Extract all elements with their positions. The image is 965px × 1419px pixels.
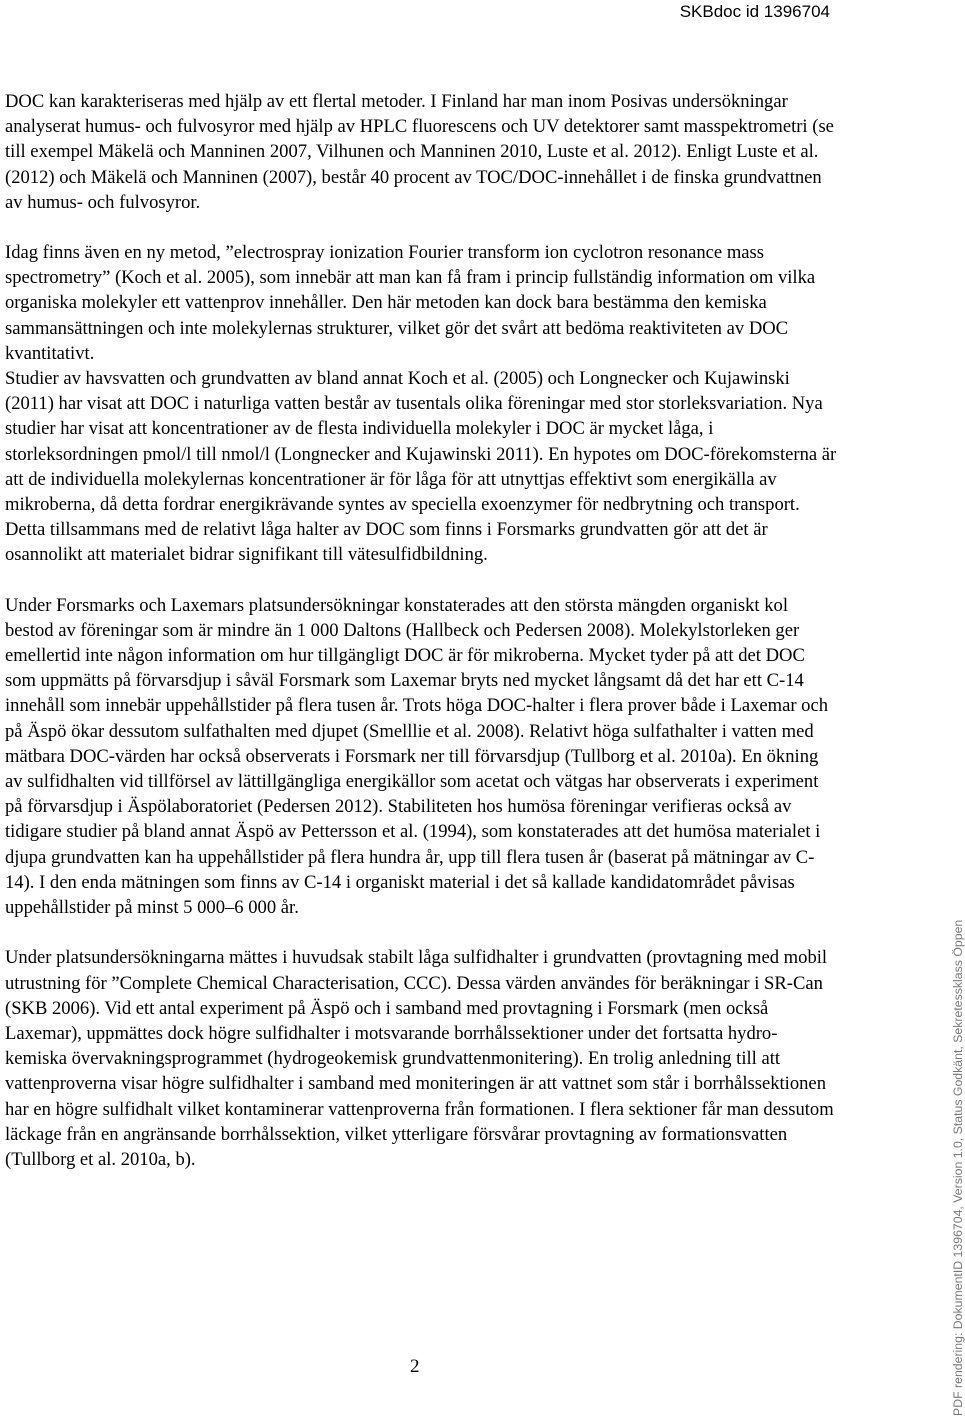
paragraph-seawater-studies: Studier av havsvatten och grundvatten av bland annat Koch et al. (2005) och Longnecker och Kujawinski (2011) har visat att DOC i naturliga vatten består av tusentals olika föreningar med stor storleksvariation. Nya studier har visat att koncentrationer av de flesta individuella molekyler i DOC är mycket låga, i storleksordningen pmol/l till nmol/l (Longnecker and Kujawinski 2011). En hypotes om DOC-förekomsterna är att de individuella molekylernas koncentrationer är för låga för att utnyttjas effektivt som energikälla av mikroberna, då detta fordrar energikrävande syntes av speciella exoenzymer för nedbrytning och transport. Detta tillsammans med de relativt låga halter av DOC som finns i Forsmarks grundvatten gör att det är osannolikt att materialet bidrar signifikant till vätesulfidbildning. xyxy=(5,368,837,566)
paragraph-sulfide-measurements: Under platsundersökningarna mättes i huvudsak stabilt låga sulfidhalter i grundvatten (provtagning med mobil utrustning för ”Complete Chemical Characterisation, CCC). Dessa värden användes för beräkningar i SR-Can (SKB 2006). Vid ett antal experiment på Äspö och i samband med provtagning i Forsmark (men också Laxemar), uppmättes dock högre sulfidhalter i motsvarande borrhålssektioner under det fortsatta hydro-kemiska övervakningsprogrammet (hydrogeokemisk grundvattenmonitering). En trolig anledning till att vattenproverna visar högre sulfidhalter i samband med moniteringen är att vattnet som står i borrhålssektionen har en högre sulfidhalt vilket kontaminerar vattenproverna från formationen. I flera sektioner får man dessutom läckage från en angränsande borrhålssektion, vilket ytterligare försvårar provtagning av formationsvatten (Tullborg et al. 2010a, b). xyxy=(5,947,834,1170)
page-number: 2 xyxy=(410,1356,420,1377)
paragraph-doc-methods: DOC kan karakteriseras med hjälp av ett flertal metoder. I Finland har man inom Posivas undersökningar analyserat humus- och fulvosyror med hjälp av HPLC fluorescens och UV detektorer samt masspektrometri (se till exempel Mäkelä och Manninen 2007, Vilhunen och Manninen 2010, Luste et al. 2012). Enligt Luste et al. (2012) och Mäkelä och Manninen (2007), består 40 procent av TOC/DOC-innehållet i de finska grundvattnen av humus- och fulvosyror. xyxy=(5,91,834,213)
document-body xyxy=(5,89,838,1172)
document-id: SKBdoc id 1396704 xyxy=(679,2,830,21)
pdf-rendering-stamp: PDF rendering: DokumentID 1396704, Version 1.0, Status Godkänt, Sekretessklass Öppen xyxy=(951,919,965,1416)
paragraph-new-method: Idag finns även en ny metod, ”electrospray ionization Fourier transform ion cyclotron resonance mass spectrometry” (Koch et al. 2005), som innebär att man kan få fram i princip fullständig information om vilka organiska molekyler ett vattenprov innehåller. Den här metoden kan dock bara bestämma den kemiska sammansättningen och inte molekylernas strukturer, vilket gör det svårt att bedöma reaktiviteten av DOC kvantitativt. xyxy=(5,242,816,364)
paragraph-site-investigations: Under Forsmarks och Laxemars platsundersökningar konstaterades att den största mängden organiskt kol bestod av föreningar som är mindre än 1 000 Daltons (Hallbeck och Pedersen 2008). Molekylstorleken ger emellertid inte någon information om hur tillgängligt DOC är för mikroberna. Mycket tyder på att det DOC som uppmätts på förvarsdjup i såväl Forsmark som Laxemar bryts ned mycket långsamt då det har ett C-14 innehåll som innebär uppehållstider på flera tusen år. Trots höga DOC-halter i flera prover både i Laxemar och på Äspö ökar dessutom sulfathalten med djupet (Smelllie et al. 2008). Relativt höga sulfathalter i vatten med mätbara DOC-värden har också observerats i Forsmark ner till förvarsdjup (Tullborg et al. 2010a). En ökning av sulfidhalten vid tillförsel av lättillgängliga energikällor som acetat och vätgas har observerats i experiment på förvarsdjup i Äspölaboratoriet (Pedersen 2012). Stabiliteten hos humösa föreningar verifieras också av tidigare studier på bland annat Äspö av Pettersson et al. (1994), som konstaterades att det humösa materialet i djupa grundvatten kan ha uppehållstider på flera hundra år, upp till flera tusen år (baserat på mätningar av C-14). I den enda mätningen som finns av C-14 i organiskt material i det så kallade kandidatområdet påvisas uppehållstider på minst 5 000–6 000 år. xyxy=(5,594,829,919)
